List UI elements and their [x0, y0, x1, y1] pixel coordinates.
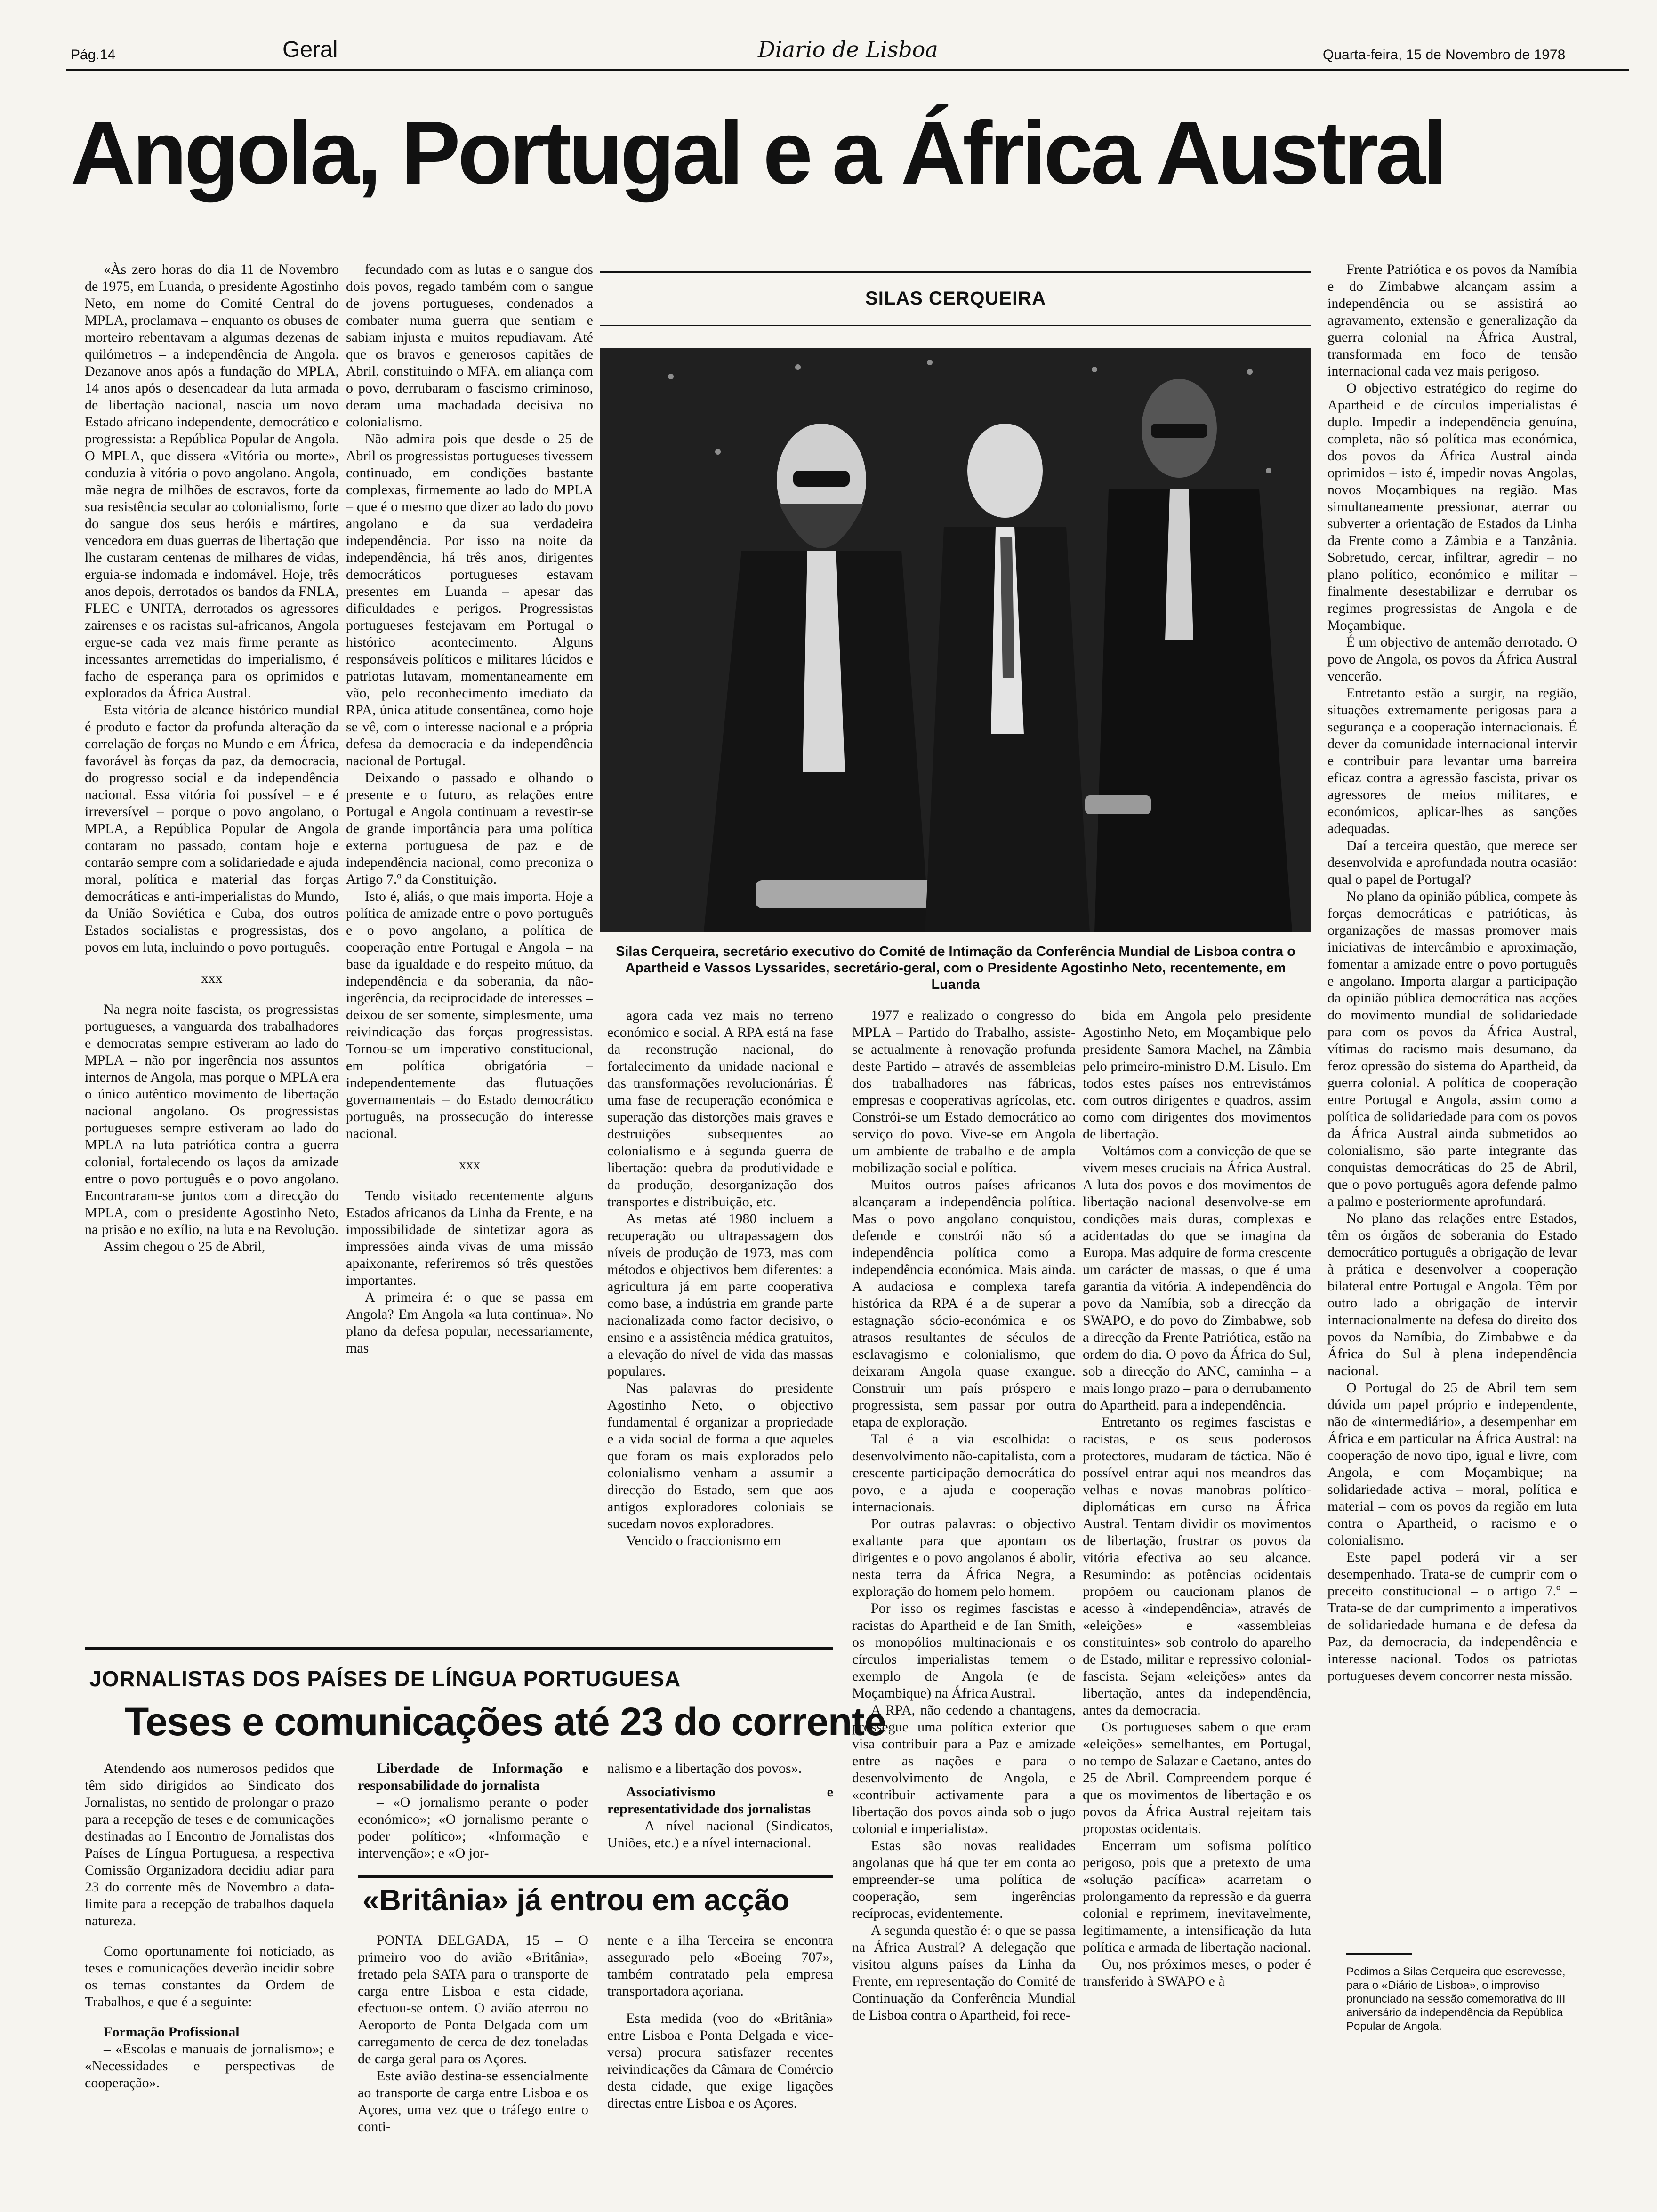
byline-rule-top: [600, 271, 1311, 273]
paragraph: bida em Angola pelo presidente Agostinho Neto, em Moçambique pelo presidente Samora Machel, na Zâmbia pelo primeiro-ministro D.M. Lisulo. Em todos estes países nos entrevistámos com outros dirigentes e quadros, assim como com dirigentes dos movimentos de libertação.: [1083, 1008, 1311, 1142]
article-column-6: [1327, 261, 1577, 1913]
paragraph: Nas palavras do presidente Agostinho Neto, o objectivo fundamental é organizar a propriedade e a vida social de forma a que aqueles que foram os mais explorados pelo colonialismo venham a assumir a direcção do Estado, sem que aos antigos exploradores coloniais se sucedam novos exploradores.: [607, 1380, 833, 1531]
header-rule: [66, 69, 1629, 71]
article-column-4: [852, 1007, 1076, 2193]
paragraph: A primeira é: o que se passa em Angola? Em Angola «a luta continua». No plano da defesa popular, necessariamente, mas: [346, 1290, 593, 1356]
box2-column-2: [607, 1932, 833, 2196]
box1-column-1: [85, 1760, 334, 2174]
paragraph: Estas são novas realidades angolanas que há que ter em conta ao empreender-se uma política de cooperação, sem ingerências recíprocas, evidentemente.: [852, 1838, 1076, 1921]
paragraph: O Portugal do 25 de Abril tem sem dúvida um papel próprio e independente, não de «intermediário», a desempenhar em África e em particular na África Austral: na cooperação de novo tipo, igual e livre, com Angola, e com Moçambique; na solidariedade activa – moral, política e material – com os povos da região em luta contra o Apartheid, o racismo e o colonialismo.: [1327, 1380, 1577, 1548]
section-label: Geral: [282, 37, 338, 62]
photo-illustration: [600, 348, 1311, 932]
paragraph: Este papel poderá vir a ser desempenhado. Trata-se de cumprir com o preceito constitucional – o artigo 7.º – Trata-se de dar cumprimento a imperativos de solidariedade humana e de defesa da Paz, da democracia, da independência e interesse nacional. Todos os patriotas portugueses devem concorrer nesta missão.: [1327, 1549, 1577, 1683]
footnote-rule: [1346, 1953, 1412, 1955]
paragraph: – «O jornalismo perante o poder económico»; «O jornalismo perante o poder político»; «Informação e intervenção»; e «O jor-: [358, 1795, 588, 1861]
paragraph: Não admira pois que desde o 25 de Abril os progressistas portugueses tivessem continuado, em condições bastante complexas, firmemente ao lado do MPLA – que é o mesmo que dizer ao lado do povo angolano e da sua verdadeira independência. Por isso na noite da independência, há três anos, dirigentes democráticos portugueses estavam presentes em Luanda – apesar das dificuldades e perigos. Progressistas portugueses festejavam em Portugal o histórico acontecimento. Alguns responsáveis políticos e militares lúcidos e patriotas lutavam, momentaneamente em vão, pelo reconhecimento imediato da RPA, única atitude consentânea, como hoje se vê, com o interesse nacional e a própria defesa da democracia e da independência nacional de Portugal.: [346, 431, 593, 769]
paragraph: nente e a ilha Terceira se encontra assegurado pelo «Boeing 707», também contratado pela empresa transportadora açoriana.: [607, 1932, 833, 1999]
photo-caption: Silas Cerqueira, secretário executivo do Comité de Intimação da Conferência Mundial de Lisboa contra o Apartheid e Vassos Lyssarides, secretário-geral, com o Presidente Agostinho Neto, recentemente, em Luanda: [616, 944, 1295, 992]
paragraph: No plano das relações entre Estados, têm os órgãos de soberania do Estado democrático português a obrigação de levar à prática e desenvolver a cooperação bilateral entre Portugal e Angola. Têm por outro lado a obrigação de intervir internacionalmente na defesa do direito dos povos da Namíbia, do Zimbabwe e da África do Sul à plena independência nacional.: [1327, 1210, 1577, 1378]
footnote: Pedimos a Silas Cerqueira que escrevesse, para o «Diário de Lisboa», o improviso pronunciado na sessão comemorativa do III aniversário da independência da República Popular de Angola.: [1346, 1965, 1566, 2033]
paragraph: 1977 e realizado o congresso do MPLA – Partido do Trabalho, assiste-se actualmente à renovação profunda deste Partido – através de assembleias dos trabalhadores nas fábricas, empresas e cooperativas agrícolas, etc. Constrói-se um Estado democrático ao serviço do povo. Vive-se em Angola um ambiente de trabalho e de ampla mobilização social e política.: [852, 1008, 1076, 1176]
subhead-formacao: Formação Profissional: [104, 2024, 240, 2040]
box1-column-2: [358, 1760, 588, 1868]
paragraph: Vencido o fraccionismo em: [626, 1533, 781, 1548]
byline-rule-bottom: [600, 325, 1311, 326]
box2-rule: [358, 1875, 833, 1878]
box2-column-1: [358, 1932, 588, 2196]
paragraph: Na negra noite fascista, os progressistas portugueses, a vanguarda dos trabalhadores e democratas sempre estiveram ao lado do MPLA – não por ingerência nos assuntos internos de Angola, mas porque o MPLA era o único autêntico movimento de libertação nacional angolano. Os progressistas portugueses sempre estiveram ao lado do MPLA na luta patriótica contra a guerra colonial, fortalecendo os laços da amizade entre o povo português e o povo angolano. Encontraram-se juntos com a direcção do MPLA, com o presidente Agostinho Neto, na prisão e no exílio, na luta e na Revolução.: [85, 1002, 339, 1237]
issue-date: Quarta-feira, 15 de Novembro de 1978: [1323, 47, 1566, 63]
article-column-2: [346, 261, 593, 1635]
paragraph: As metas até 1980 incluem a recuperação ou ultrapassagem dos níveis de produção de 1973, mas com métodos e objectivos bem diferentes: a agricultura já em parte cooperativa como base, a indústria em grande parte nacionalizada como factor decisivo, o ensino e a assistência médica gratuitos, a elevação do nível de vida das massas populares.: [607, 1211, 833, 1379]
byline: SILAS CERQUEIRA: [865, 288, 1046, 309]
paragraph: No plano da opinião pública, compete às forças democráticas e patrióticas, às organizações de massas promover mais iniciativas de intercâmbio e aproximação, fomentar a amizade entre o povo português e angolano. Importa alargar a participação da opinião pública democrática nas acções do movimento mundial de solidariedade para com os povos da África Austral, vítimas do racismo mais desumano, da feroz opressão do sistema do Apartheid, da guerra colonial. A política de cooperação entre Portugal e Angola, assim como a política de solidariedade para com os povos da África Austral ainda submetidos ao colonialismo, são parte integrante das conquistas democráticas do 25 de Abril, que o povo português agora defende palmo a palmo e posteriormente aprofundará.: [1327, 889, 1577, 1209]
box1-column-3: [607, 1760, 833, 1868]
box-kicker: JORNALISTAS DOS PAÍSES DE LÍNGUA PORTUGUESA: [89, 1667, 681, 1691]
paragraph: «Às zero horas do dia 11 de Novembro de 1975, em Luanda, o presidente Agostinho Neto, em nome do Comité Central do MPLA, proclamava – enquanto os obuses de morteiro rebentavam a algumas dezenas de quilómetros – a independência de Angola. Dezanove anos após a fundação do MPLA, 14 anos após o desencadear da luta armada de libertação nacional, nascia um novo Estado africano independente, democrático e progressista: a República Popular de Angola. O MPLA, que dissera «Vitória ou morte», conduzia à vitória o povo angolano. Angola, mãe negra de milhões de escravos, forte da sua resistência secular ao colonialismo, forte do sangue dos seus heróis e mártires, vencedora em duas guerras de libertação que lhe custaram centenas de milhares de vidas, erguia-se indomada e indomável. Hoje, três anos depois, derrotados os bandos da FNLA, FLEC e UNITA, derrotados os agressores zairenses e os racistas sul-africanos, Angola ergue-se cada vez mais firme perante as incessantes arremetidas do imperialismo, é facho de esperança para os oprimidos e explorados da África Austral.: [85, 262, 339, 701]
paragraph: Deixando o passado e olhando o presente e o futuro, as relações entre Portugal e Angola continuam a revestir-se de grande importância para uma política externa portuguesa de paz e de independência nacional, como preconiza o Artigo 7.º da Constituição.: [346, 770, 593, 887]
paragraph: Frente Patriótica e os povos da Namíbia e do Zimbabwe alcançam assim a independência ou se assistirá ao agravamento, extensão e generalização da guerra colonial na África Austral, transformada em foco de tensão internacional cada vez mais perigoso.: [1327, 262, 1577, 379]
subhead-associativismo: Associativismo e representatividade dos jornalistas: [607, 1784, 833, 1817]
article-column-3: [607, 1007, 833, 1685]
page-number: Pág.14: [71, 47, 116, 63]
article-column-1: [85, 261, 339, 1635]
paragraph: nalismo e a libertação dos povos».: [607, 1761, 802, 1776]
paragraph: Os portugueses sabem o que eram «eleições» semelhantes, em Portugal, no tempo de Salazar e Caetano, antes do 25 de Abril. Compreendem porque é que os movimentos de libertação e os povos da África Austral rejeitam tais propostas ocidentais.: [1083, 1719, 1311, 1836]
paragraph: Esta vitória de alcance histórico mundial é produto e factor da profunda alteração da correlação de forças no Mundo e em África, favorável às forças da paz, da democracia, do progresso social e da independência nacional. Essa vitória foi possível – e é irreversível – porque o povo angolano, o MPLA, a República Popular de Angola contaram no passado, contam hoje e contarão sempre com a solidariedade e ajuda moral, política e material das forças democráticas e anti-imperialistas do Mundo, da União Soviética e Cuba, dos outros Estados socialistas e progressistas, dos povos em luta, incluindo o povo português.: [85, 702, 339, 955]
paragraph: – A nível nacional (Sindicatos, Uniões, etc.) e a nível internacional.: [607, 1818, 833, 1851]
paragraph: Ou, nos próximos meses, o poder é transferido à SWAPO e à: [1083, 1956, 1311, 1989]
box2-title: «Britânia» já entrou em acção: [362, 1883, 790, 1917]
paragraph: Voltámos com a convicção de que se vivem meses cruciais na África Austral. A luta dos povos e dos movimentos de libertação nacional desenvolve-se em condições mais duras, complexas e acidentadas do que se imagina da Europa. Mas adquire de forma crescente um carácter de massas, o que é uma garantia da vitória. A independência do povo da Namíbia, sob a direcção da SWAPO, e do povo do Zimbabwe, sob a direcção da Frente Patriótica, estão na ordem do dia. O povo da África do Sul, sob a direcção do ANC, caminha – a mais longo prazo – para o derrubamento do Apartheid, para a independência.: [1083, 1143, 1311, 1413]
paragraph: Tendo visitado recentemente alguns Estados africanos da Linha da Frente, e na impossibilidade de sintetizar agora as impressões ainda vivas de uma missão apaixonante, referiremos só três questões importantes.: [346, 1188, 593, 1288]
paragraph: Muitos outros países africanos alcançaram a independência política. Mas o povo angolano conquistou, defende e constrói não só a independência política como a independência económica. Mais ainda. A audaciosa e complexa tarefa histórica da RPA é a de superar a estagnação sócio-económica e os atrasos resultantes de séculos de esclavagismo e colonialismo, que deixaram Angola quase exangue. Construir um país próspero e progressista, sem passar por outra etapa de exploração.: [852, 1177, 1076, 1430]
article-column-5: [1083, 1007, 1311, 2193]
paragraph: Encerram um sofisma político perigoso, pois que a pretexto de uma «solução pacífica» acarretam o prolongamento da repressão e da guerra colonial e reprimem, inevitavelmente, legitimamente, a intensificação da luta política e armada de libertação nacional.: [1083, 1838, 1311, 1955]
masthead: Diario de Lisboa: [758, 37, 938, 62]
box-title: Teses e comunicações até 23 do corrente: [125, 1699, 886, 1744]
section-separator: xxx: [459, 1157, 480, 1172]
news-photo: [600, 348, 1311, 932]
paragraph: – «Escolas e manuais de jornalismo»; e «Necessidades e perspectivas de cooperação».: [85, 2041, 334, 2091]
box-rule: [85, 1647, 833, 1650]
paragraph: Este avião destina-se essencialmente ao transporte de carga entre Lisboa e os Açores, uma vez que o tráfego entre o conti-: [358, 2068, 588, 2134]
paragraph: Entretanto estão a surgir, na região, situações extremamente perigosas para a segurança e a cooperação internacionais. É dever da comunidade internacional intervir e contribuir para levantar uma barreira eficaz contra a agressão fascista, privar os agressores de meios militares, e económicos, aplicar-lhes as sanções adequadas.: [1327, 685, 1577, 836]
paragraph: A segunda questão é: o que se passa na África Austral? A delegação que visitou alguns países da Linha da Frente, em representação do Comité de Continuação da Conferência Mundial de Lisboa contra o Apartheid, foi rece-: [852, 1923, 1076, 2023]
paragraph: Por outras palavras: o objectivo exaltante para que apontam os dirigentes e o povo angolanos é abolir, nesta terra da África Negra, a exploração do homem pelo homem.: [852, 1516, 1076, 1599]
paragraph: Tal é a via escolhida: o desenvolvimento não-capitalista, com a crescente participação democrática do povo, e a ajuda e cooperação internacionais.: [852, 1431, 1076, 1515]
paragraph: Daí a terceira questão, que merece ser desenvolvida e aprofundada noutra ocasião: qual o papel de Portugal?: [1327, 838, 1577, 887]
paragraph: Por isso os regimes fascistas e racistas do Apartheid e de Ian Smith, os monopólios multinacionais e os círculos imperialistas temem o exemplo de Angola (e de Moçambique) na África Austral.: [852, 1601, 1076, 1701]
paragraph: A RPA, não cedendo a chantagens, prossegue uma política exterior que visa contribuir para a Paz e amizade entre as nações e para o desenvolvimento de Angola, e «contribuir activamente para a libertação dos povos ainda sob o jugo colonial e imperialista».: [852, 1702, 1076, 1836]
section-separator: xxx: [201, 970, 223, 986]
paragraph: agora cada vez mais no terreno económico e social. A RPA está na fase da reconstrução nacional, do fortalecimento da unidade nacional e das transformações revolucionárias. É uma fase de recuperação económica e superação das distorções mais graves e destruições subsequentes ao colonialismo e à segunda guerra de libertação: quebra da produtividade e da produção, desorganização dos transportes e distribuição, etc.: [607, 1008, 833, 1210]
paragraph: É um objectivo de antemão derrotado. O povo de Angola, os povos da África Austral vencerão.: [1327, 634, 1577, 684]
paragraph: Como oportunamente foi noticiado, as teses e comunicações deverão incidir sobre os temas constantes da Ordem de Trabalhos, e que é a seguinte:: [85, 1943, 334, 2010]
paragraph: Assim chegou o 25 de Abril,: [104, 1239, 265, 1254]
paragraph: Esta medida (voo do «Britânia» entre Lisboa e Ponta Delgada e vice-versa) procura satisfazer recentes reivindicações da Câmara de Comércio desta cidade, que exige ligações directas entre Lisboa e os Açores.: [607, 2011, 833, 2111]
headline: Angola, Portugal e a África Austral: [71, 103, 1445, 203]
paragraph: O objectivo estratégico do regime do Apartheid e de círculos imperialistas é duplo. Impedir a independência genuína, completa, não só política mas económica, dos povos da África Austral ainda oprimidos – isto é, impedir novas Angolas, novos Moçambiques na região. Mas simultaneamente pressionar, aterrar ou subverter a orientação de Estados da Linha da Frente como a Zâmbia e a Tanzânia. Sobretudo, cercar, infiltrar, agredir – no plano político, económico e militar – finalmente desestabilizar e derrubar os regimes progressistas de Angola e de Moçambique.: [1327, 380, 1577, 633]
paragraph: Isto é, aliás, o que mais importa. Hoje a política de amizade entre o povo português e o povo angolano, a política de cooperação entre Portugal e Angola – na base da igualdade e do respeito mútuo, da independência e da soberania, da não-ingerência, da reciprocidade de interesses – deixou de ser somente, simplesmente, uma reivindicação das forças progressistas. Tornou-se um imperativo constitucional, em política obrigatória – independentemente das flutuações governamentais – do Estado democrático português, na prossecução do interesse nacional.: [346, 889, 593, 1141]
subhead-liberdade: Liberdade de Informação e responsabilidade do jornalista: [358, 1761, 588, 1793]
paragraph: Atendendo aos numerosos pedidos que têm sido dirigidos ao Sindicato dos Jornalistas, no sentido de prolongar o prazo para a recepção de teses e de comunicações destinadas ao I Encontro de Jornalistas dos Países de Língua Portuguesa, a respectiva Comissão Organizadora decidiu adiar para 23 do corrente mês de Novembro a data-limite para a recepção de trabalhos daquela natureza.: [85, 1761, 334, 1929]
paragraph: Entretanto os regimes fascistas e racistas, e os seus poderosos protectores, mudaram de táctica. Não é possível entrar aqui nos meandros das velhas e novas manobras político-diplomáticas em curso na África Austral. Tentam dividir os movimentos de libertação, frustrar os povos da vitória efectiva ao seu alcance. Resumindo: as potências ocidentais propõem ou caucionam planos de acesso à «independência», através de «eleições» e «assembleias constituintes» sob controlo do aparelho de Estado, militar e repressivo colonial-fascista. Sejam «eleições» antes da libertação, antes da independência, antes da democracia.: [1083, 1414, 1311, 1718]
paragraph: fecundado com as lutas e o sangue dos dois povos, regado também com o sangue de jovens portugueses, condenados a combater numa guerra que sentiam e sabiam injusta e muitos repudiavam. Até que os bravos e generosos capitães de Abril, constituindo o MFA, em aliança com o povo, derrubaram o fascismo criminoso, deram uma machadada decisiva no colonialismo.: [346, 262, 593, 430]
paragraph: PONTA DELGADA, 15 – O primeiro voo do avião «Britânia», fretado pela SATA para o transporte de carga entre Lisboa e esta cidade, efectuou-se ontem. O avião aterrou no Aeroporto de Ponta Delgada com um carregamento de cerca de dez toneladas de carga geral para os Açores.: [358, 1932, 588, 2067]
